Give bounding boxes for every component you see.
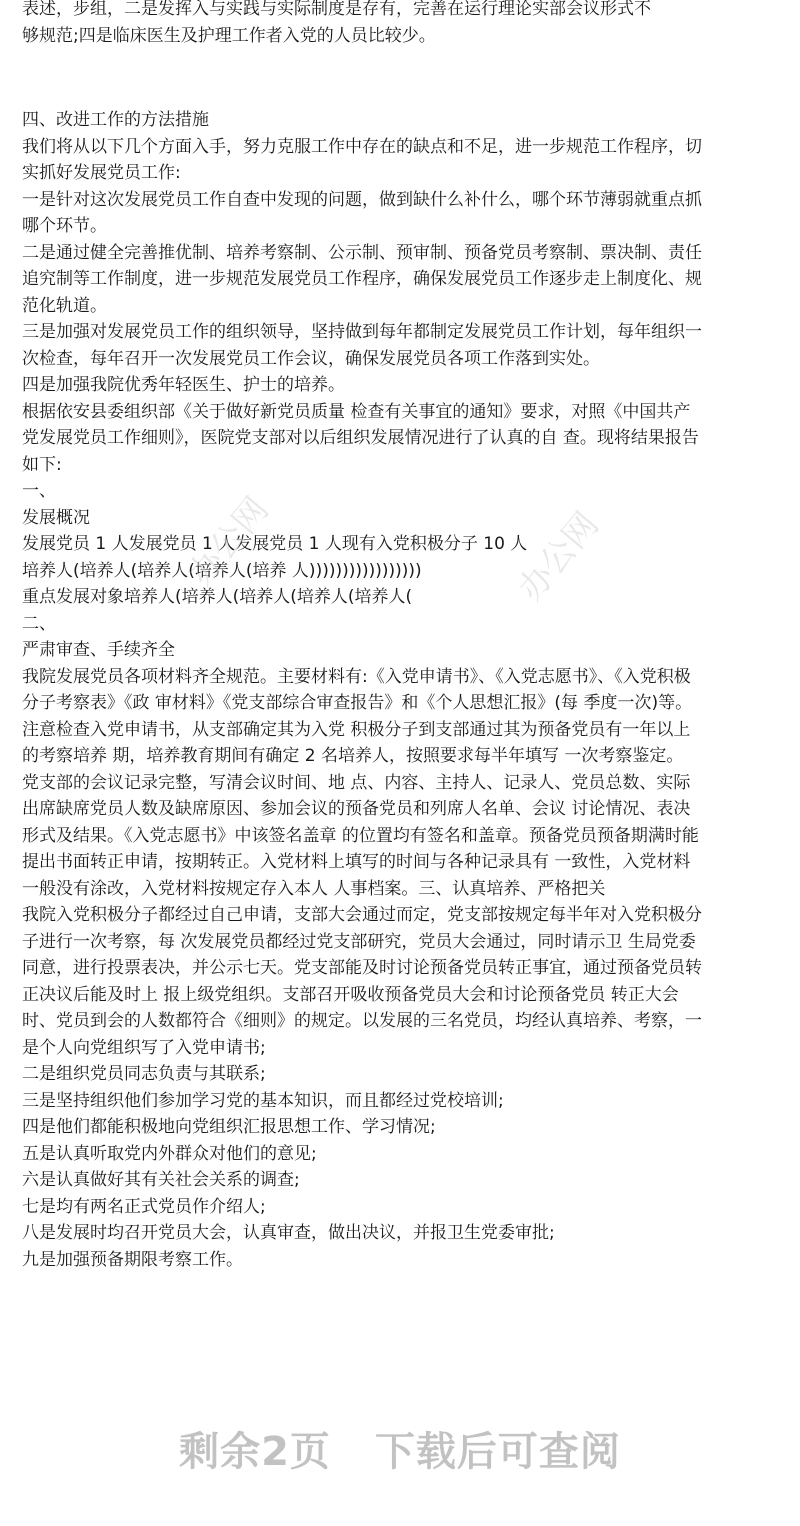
text-line: 分子考察表》《政 审材料》《党支部综合审查报告》和《个人思想汇报》(每 季度一次)等。	[22, 693, 693, 713]
text-line: 范化轨道。	[22, 295, 107, 316]
text-line: 重点发展对象培养人(培养人(培养人(培养人(培养人(	[22, 587, 413, 607]
text-line: 注意检查入党申请书，从支部确定其为入党 积极分子到支部通过其为预备党员有一年以上	[22, 719, 691, 740]
text-line: 是个人向党组织写了入党申请书;	[22, 1037, 266, 1058]
part-number: 二、	[22, 613, 56, 634]
text-line: 四是加强我院优秀年轻医生、护士的培养。	[22, 375, 345, 395]
text-line: 时、党员到会的人数都符合《细则》的规定。以发展的三名党员，均经认真培养、考察，一	[22, 1011, 702, 1031]
watermark: 办公网	[510, 504, 607, 609]
download-to-view-label: 下载后可查阅	[374, 1429, 621, 1475]
text-line: 子进行一次考察，每 次发展党员都经过党支部研究，党员大会通过，同时请示卫 生局党委	[22, 931, 696, 952]
text-line: 二是通过健全完善推优制、培养考察制、公示制、预审制、预备党员考察制、票决制、责任	[22, 242, 702, 263]
document-body	[22, 0, 782, 1273]
part-2-body	[22, 664, 782, 903]
text-line: 一是针对这次发展党员工作自查中发现的问题，做到缺什么补什么，哪个环节薄弱就重点抓	[22, 189, 702, 210]
text-line: 哪个环节。	[22, 216, 107, 236]
text-line: 如下:	[22, 454, 62, 475]
text-line: 我院发展党员各项材料齐全规范。主要材料有:《入党申请书》、《入党志愿书》、《入党积极	[22, 666, 691, 687]
text-line: 根据依安县委组织部《关于做好新党员质量 检查有关事宜的通知》要求，对照《中国共产	[22, 401, 691, 422]
text-line: 提出书面转正申请，按期转正。入党材料上填写的时间与各种记录具有 一致性，入党材料	[22, 852, 691, 872]
text-line: 的考察培养 期，培养教育期间有确定 2 名培养人，按照要求每半年填写 一次考察鉴定。	[22, 746, 684, 766]
text-line: 同意，进行投票表决，并公示七天。党支部能及时讨论预备党员转正事宜，通过预备党员转	[22, 958, 702, 978]
text-line: 三是坚持组织他们参加学习党的基本知识，而且都经过党校培训;	[22, 1090, 504, 1111]
text-line: 二是组织党员同志负责与其联系;	[22, 1064, 266, 1084]
text-line: 九是加强预备期限考察工作。	[22, 1249, 243, 1270]
remaining-pages-label: 剩余2页	[179, 1429, 331, 1475]
part-number: 一、	[22, 481, 56, 501]
text-line: 四是他们都能积极地向党组织汇报思想工作、学习情况;	[22, 1117, 436, 1137]
text-line: 出席缺席党员人数及缺席原因、参加会议的预备党员和列席人名单、会议 讨论情况、表决	[22, 799, 691, 819]
text-line: 培养人(培养人(培养人(培养人(培养 人)))))))))))))))))	[22, 560, 422, 581]
text-line: 三是加强对发展党员工作的组织领导，坚持做到每年都制定发展党员工作计划，每年组织一	[22, 322, 702, 342]
text-line: 实抓好发展党员工作:	[22, 163, 181, 183]
part-3-body	[22, 902, 782, 1273]
text-line: 一般没有涂改，入党材料按规定存入本人 人事档案。三、认真培养、严格把关	[22, 878, 606, 899]
text-line: 党支部的会议记录完整，写清会议时间、地 点、内容、主持人、记录人、党员总数、实际	[22, 772, 691, 793]
text-line: 次检查，每年召开一次发展党员工作会议，确保发展党员各项工作落到实处。	[22, 348, 600, 369]
text-line: 发展党员 1 人发展党员 1 人发展党员 1 人现有入党积极分子 10 人	[22, 534, 528, 554]
text-line: 形式及结果。《入党志愿书》中该签名盖章 的位置均有签名和盖章。预备党员预备期满时能	[22, 825, 699, 846]
text-line: 我们将从以下几个方面入手，努力克服工作中存在的缺点和不足，进一步规范工作程序，切	[22, 136, 702, 157]
text-line: 表述，步组，二是发挥入与实践与实际制度是存有，完善在运行理论实部会议形式不	[22, 0, 651, 19]
text-line: 八是发展时均召开党员大会，认真审查，做出决议，并报卫生党委审批;	[22, 1223, 555, 1243]
text-line: 七是均有两名正式党员作介绍人;	[22, 1196, 266, 1217]
download-prompt-banner[interactable]	[0, 1420, 800, 1477]
part-title: 发展概况	[22, 507, 90, 528]
text-line: 够规范;四是临床医生及护理工作者入党的人员比较少。	[22, 25, 436, 46]
text-line: 党发展党员工作细则》，医院党支部对以后组织发展情况进行了认真的自 查。现将结果报告	[22, 428, 699, 448]
part-1-body	[22, 531, 782, 611]
report-intro	[22, 399, 782, 479]
watermark: 办公网	[180, 489, 277, 594]
text-line: 六是认真做好其有关社会关系的调查;	[22, 1170, 300, 1190]
text-line: 正决议后能及时上 报上级党组织。支部召开吸收预备党员大会和讨论预备党员 转正大会	[22, 984, 679, 1005]
text-line: 追究制等工作制度，进一步规范发展党员工作程序，确保发展党员工作逐步走上制度化、规	[22, 269, 702, 289]
section-heading: 四、改进工作的方法措施	[22, 110, 209, 130]
section-4-body	[22, 134, 782, 399]
text-line: 五是认真听取党内外群众对他们的意见;	[22, 1143, 317, 1164]
part-title: 严肃审查、手续齐全	[22, 640, 175, 660]
text-line: 我院入党积极分子都经过自己申请，支部大会通过而定，党支部按规定每半年对入党积极分	[22, 905, 702, 925]
